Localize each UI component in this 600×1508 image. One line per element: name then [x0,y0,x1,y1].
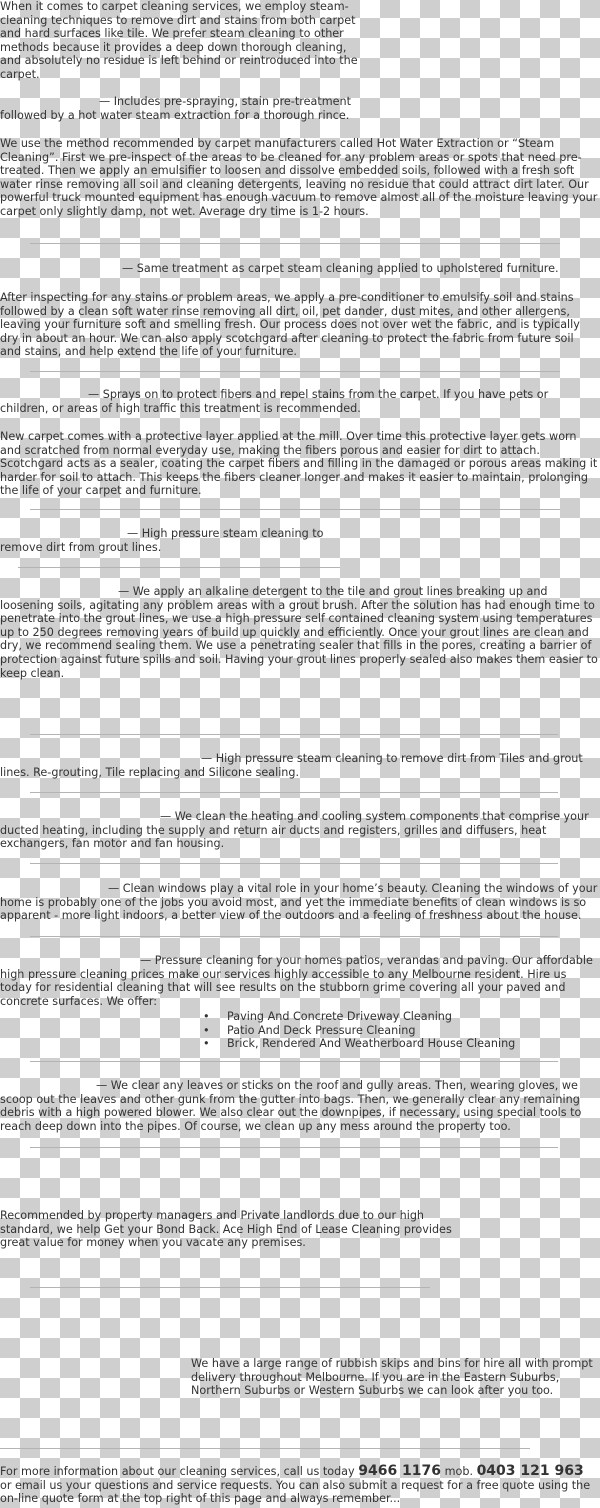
end-of-lease-text: Recommended by property managers and Private landlords due to our high standard, we help Get your Bond Back. Ace High End of Lease Cleaning provides great value for money when you vacate any premises. [0,1209,452,1250]
pressure-summary-text: — Pressure cleaning for your homes patios, verandas and paving. Our affordable high pressure cleaning prices make our services highly accessible to any Melbourne resident. Hire us today for residential cleaning that will see results on the stubborn grime covering all your paved and concrete surfaces. We offer: [0,954,593,1008]
pressure-summary [0,954,598,1008]
windows-summary [0,882,598,923]
upholstery-summary [0,262,598,276]
mob-label: mob. [444,1465,473,1478]
section-divider [18,567,340,568]
section-divider [30,734,558,735]
section-divider [30,936,558,937]
windows-summary-text: — Clean windows play a vital role in your home’s beauty. Cleaning the windows of your home is probably one of the jobs you avoid most, and yet the immediate benefits of clean windows is so apparent - more light indoors, a better view of the outdoors and a feeling of freshness about the house. [0,882,598,923]
list-item: • Paving And Concrete Driveway Cleaning [201,1010,581,1024]
tiles-summary-text: — High pressure steam cleaning to remove dirt from Tiles and grout lines. Re-grouting, Tile replacing and Silicone sealing. [0,752,583,779]
protector-detail: New carpet comes with a protective layer applied at the mill. Over time this protective layer gets worn and scratched from normal everyday use, making the fibers porous and easier for dirt to attach. Scotchgard acts as a sealer, coating the carpet fibers and filling in the damaged or porous areas making it harder for soil to attach. This keeps the fibers cleaner longer and makes it easier to maintain, prolonging the life of your carpet and furniture. [0,430,598,498]
gutters-summary [0,1079,588,1133]
list-item: • Patio And Deck Pressure Cleaning [201,1024,581,1038]
grout-steam-summary-text: — High pressure steam cleaning to remove dirt from grout lines. [0,527,324,554]
skips-text: We have a large range of rubbish skips and bins for hire all with prompt delivery throughout Melbourne. If you are in the Eastern Suburbs, Northern Suburbs or Western Suburbs we can look after you too. [191,1357,593,1398]
section-divider [30,1147,558,1148]
carpet-summary-text: — Includes pre-spraying, stain pre-treatment followed by a hot water steam extraction for a thorough rince. [0,95,351,122]
section-divider [30,863,558,864]
tiles-summary [0,752,590,779]
section-divider [30,792,558,793]
ducts-summary-text: — We clean the heating and cooling system components that comprise your ducted heating, including the supply and return air ducts and registers, grilles and diffusers, heat exchangers, fan motor and fan housing. [0,810,589,851]
phone-number[interactable]: 9466 1176 [358,1463,442,1479]
upholstery-detail: After inspecting for any stains or problem areas, we apply a pre-conditioner to emulsify soil and stains followed by a clean soft water rinse removing all dirt, oil, pet dander, dust mites, and other allergens, leaving your furniture soft and smelling fresh. Our process does not over wet the fabric, and is typically dry in about an hour. We can also apply scotchgard after cleaning to protect the fabric from future soil and stains, and help extend the life of your furniture. [0,291,580,359]
upholstery-summary-text: — Same treatment as carpet steam cleaning applied to upholstered furniture. [122,262,559,275]
grout-detail-text: — We apply an alkaline detergent to the tile and grout lines breaking up and loosening soils, agitating any problem areas with a grout brush. After the solution has had enough time to penetrate into the grout lines, we use a high pressure self contained cleaning system using temperatures up to 250 degrees removing years of build up quickly and efficiently. Once your grout lines are clean and dry, we recommend sealing them. We use a penetrating sealer that fills in the pores, creating a barrier of protection against future spills and soil. Having your grout lines properly sealed also makes them easier to keep clean. [0,585,598,680]
mobile-number[interactable]: 0403 121 963 [476,1463,584,1479]
footer-contact [0,1465,598,1506]
carpet-detail: We use the method recommended by carpet manufacturers called Hot Water Extraction or “Steam Cleaning”. First we pre-inspect of the areas to be cleaned for any problem areas or spots that need pre-treated. Then we apply an emulsifier to loosen and dissolve embedded soils, followed with a fresh soft water rinse removing all soil and cleaning detergents, leaving no residue that could attract dirt later. Our powerful truck mounted equipment has enough vacuum to remove almost all of the moisture leaving your carpet only slightly damp, not wet. Average dry time is 1-2 hours. [0,137,598,218]
carpet-summary [0,95,358,122]
list-item: • Brick, Rendered And Weatherboard House Cleaning [201,1037,581,1051]
pressure-offer-list [201,1010,581,1051]
carpet-intro: When it comes to carpet cleaning services, we employ steam-cleaning techniques to remove dirt and stains from both carpet and hard surfaces like tile. We prefer steam cleaning to other methods because it provides a deep down thorough cleaning, and absolutely no residue is left behind or reintroduced into the carpet. [0,0,358,81]
footer-lead: For more information about our cleaning services, call us today [0,1465,355,1478]
section-divider [30,1287,430,1288]
section-divider [30,1061,558,1062]
gutters-summary-text: — We clear any leaves or sticks on the roof and gully areas. Then, wearing gloves, we scoop out the leaves and other gunk from the gutter into bags. Then, we generally clear any remaining debris with a high powered blower. We also clear out the downpipes, if necessary, using special tools to reach deep down into the pipes. Of course, we clean up any mess around the property too. [0,1079,582,1133]
protector-summary [0,388,560,415]
protector-summary-text: — Sprays on to protect fibers and repel stains from the carpet. If you have pets or children, or areas of high traffic this treatment is recommended. [0,388,549,415]
grout-steam-summary [0,527,330,554]
section-divider [30,371,560,372]
section-divider [0,1448,530,1449]
section-divider [30,243,560,244]
ducts-summary [0,810,592,851]
section-divider [30,509,560,510]
footer-tail: or email us your questions and service requests. You can also submit a request for a free quote using the on-line quote form at the top right of this page and always remember... [0,1478,591,1506]
grout-detail [0,585,598,680]
